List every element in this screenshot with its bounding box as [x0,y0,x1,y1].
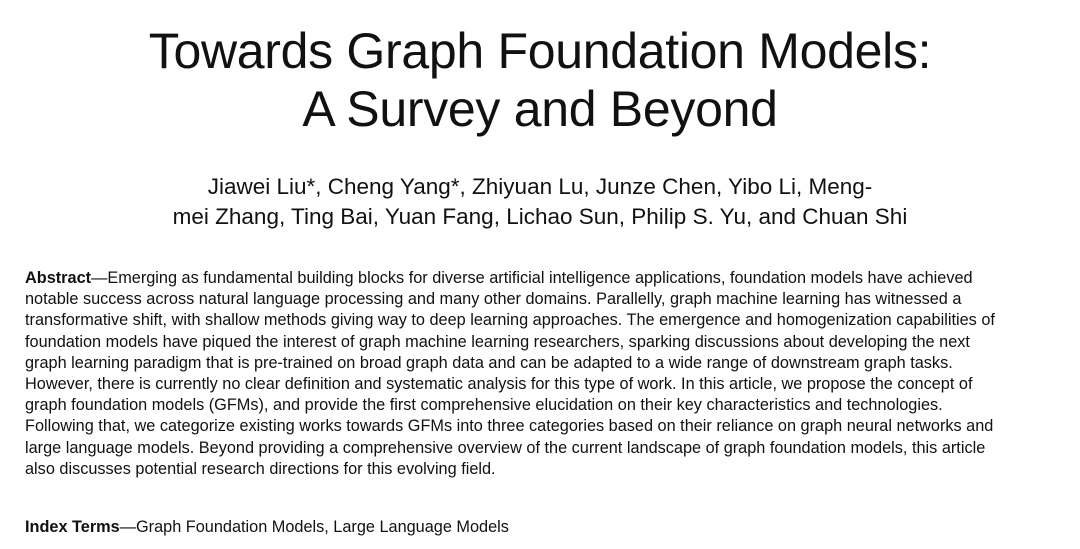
index-terms-label: Index Terms [25,518,120,536]
paper-title-line-2: A Survey and Beyond [302,81,778,137]
abstract-dash: — [91,269,108,287]
author-list-line-2: mei Zhang, Ting Bai, Yuan Fang, Lichao Sun, Philip S. Yu, and Chuan Shi [172,204,908,229]
abstract-line-6: However, there is currently no clear definition and systematic analysis for this type of work. In this article, we propose the concept of [25,375,973,394]
author-list [0,172,1080,232]
abstract-line-1 [25,268,1065,289]
abstract-line-8: Following that, we categorize existing works towards GFMs into three categories based on their reliance on graph neural networks and [25,417,994,436]
abstract-line-9: large language models. Beyond providing a comprehensive overview of the current landscape of graph foundation models, this article [25,438,986,457]
paper-title-line-1: Towards Graph Foundation Models: [148,23,932,79]
abstract-line-2: notable success across natural language processing and many other domains. Parallelly, graph machine learning has witnessed a [25,290,962,309]
author-list-line-1: Jiawei Liu*, Cheng Yang*, Zhiyuan Lu, Junze Chen, Yibo Li, Meng- [207,174,873,199]
abstract-line-7: graph foundation models (GFMs), and provide the first comprehensive elucidation on their key characteristics and technologies. [25,396,943,415]
abstract-section [25,268,1065,480]
abstract-line-10: also discusses potential research directions for this evolving field. [25,459,496,478]
index-terms-text: Graph Foundation Models, Large Language Models [136,518,509,536]
abstract-text-1: Emerging as fundamental building blocks for diverse artificial intelligence applications, foundation models have achieved [107,269,973,287]
index-terms [25,517,509,538]
abstract-line-4: foundation models have piqued the interest of graph machine learning researchers, sparking discussions about developing the next [25,332,970,351]
index-terms-dash: — [119,518,136,536]
abstract-line-5: graph learning paradigm that is pre-trained on broad graph data and can be adapted to a wide range of downstream graph tasks. [25,353,953,372]
paper-title [0,22,1080,138]
abstract-line-3: transformative shift, with shallow methods giving way to deep learning approaches. The emergence and homogenization capabilities of [25,311,995,330]
abstract-label: Abstract [25,269,92,287]
